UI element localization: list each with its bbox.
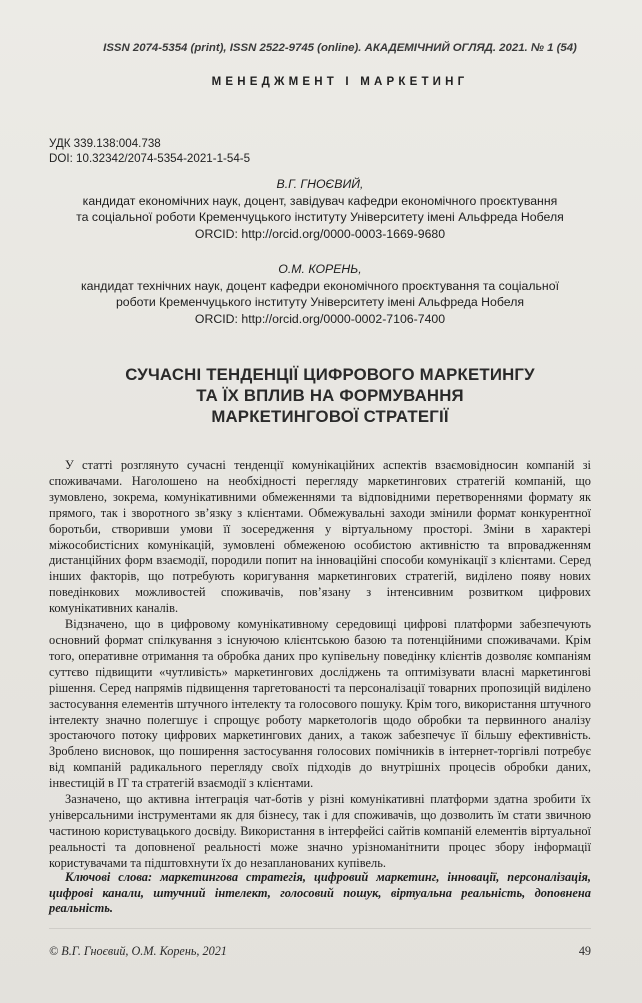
author-affiliation-line: кандидат технічних наук, доцент кафедри економічного проєктування та соціальної xyxy=(81,278,559,293)
section-title: МЕНЕДЖМЕНТ І МАРКЕТИНГ xyxy=(211,76,469,88)
author-name: О.М. КОРЕНЬ, xyxy=(278,262,362,276)
abstract-paragraph: У статті розглянуто сучасні тенденції комунікаційних аспектів взаємовідносин компаній зі споживачами. Наголошено на необхідності перегляду маркетингових стратегій компаній, що зумовлено, зокрема, комунікативними обмеженнями та відповідними перетвореннями формату як прямого, так і зворотного зв’язку з клієнтами. Обмежувальні заходи змінили формат конкурентної боротьби, створивши умови її зосередження у віртуальному просторі. Зміни в характері міжособистісних комунікацій, зумовлені обмеженою особистою активністю та впровадженням дистанційних форм взаємодії, породили попит на інноваційні способи комунікації з клієнтами. Серед інших факторів, що потребують коригування маркетингових стратегій, виділено появу нових поведінкових можливостей споживачів, пов’язану з інтенсивним розвитком цифрових комунікативних каналів. xyxy=(49,458,591,616)
keywords: Ключові слова: маркетингова стратегія, цифровий маркетинг, інновації, персоналізація, цифрові канали, штучний інтелект, голосовий пошук, віртуальна реальність, доповнена реальність. xyxy=(49,870,591,916)
article-identifiers xyxy=(49,136,250,166)
article-title-line: МАРКЕТИНГОВОЇ СТРАТЕГІЇ xyxy=(211,407,449,426)
running-head: ISSN 2074-5354 (print), ISSN 2522-9745 (online). АКАДЕМІЧНИЙ ОГЛЯД. 2021. № 1 (54) xyxy=(103,42,577,54)
article-title-line: ТА ЇХ ВПЛИВ НА ФОРМУВАННЯ xyxy=(196,386,464,405)
author-affiliation-line: кандидат економічних наук, доцент, завідувач кафедри економічного проєктування xyxy=(82,193,558,208)
abstract xyxy=(49,458,591,872)
author-name: В.Г. ГНОЄВИЙ, xyxy=(276,177,364,191)
article-title xyxy=(40,364,620,427)
author-orcid: ORCID: http://orcid.org/0000-0002-7106-7400 xyxy=(194,311,446,326)
author-affiliation-line: та соціальної роботи Кременчуцького інституту Університету імені Альфреда Нобеля xyxy=(76,210,564,224)
footer-divider xyxy=(49,928,591,929)
abstract-paragraph: Зазначено, що активна інтеграція чат-ботів у різні комунікативні платформи здатна зробити їх універсальними інструментами як для бізнесу, так і для споживачів, що дозволить їм стати звичною частиною користувацького досвіду. Використання в інтерфейсі сайтів компаній елементів віртуальної реальності та доповненої реальності може значно урізноманітнити процес збору інформації користувачами та підштовхнути їх до незапланованих купівель. xyxy=(49,792,591,870)
doi-code: DOI: 10.32342/2074-5354-2021-1-54-5 xyxy=(49,152,251,165)
author-block xyxy=(20,176,620,242)
author-block xyxy=(20,261,620,327)
page-number: 49 xyxy=(578,944,591,958)
author-affiliation-line: роботи Кременчуцького інституту Університету імені Альфреда Нобеля xyxy=(115,295,525,309)
abstract-paragraph: Відзначено, що в цифровому комунікативному середовищі цифрові платформи забезпечують основний формат спілкування з існуючою клієнтською базою та потенційними споживачами. Крім того, оперативне отримання та обробка даних про купівельну поведінку клієнтів дозволяє компаніям суттєво підвищити «чутливість» маркетингових досліджень та оптимізувати власні маркетингові рішення. Серед напрямів підвищення таргетованості та персоналізації товарних пропозицій виділено застосування елементів штучного інтелекту та голосового пошуку. Крім того, використання штучного інтелекту значно полегшує і спрощує роботу маркетологів щодо обробки та первинного аналізу зростаючого потоку цифрових маркетингових даних, а також забезпечує її більшу ефективність. Зроблено висновок, що поширення застосування голосових помічників в інтернет-торгівлі потребує від компаній радикального перегляду своїх підходів до внутрішніх процесів обробки даних, інвестицій в ІТ та стратегій взаємодії з клієнтами. xyxy=(49,617,591,791)
copyright-notice: © В.Г. Гноєвий, О.М. Корень, 2021 xyxy=(49,944,227,958)
udc-code: УДК 339.138:004.738 xyxy=(49,137,161,150)
article-title-line: СУЧАСНІ ТЕНДЕНЦІЇ ЦИФРОВОГО МАРКЕТИНГУ xyxy=(125,365,535,384)
author-orcid: ORCID: http://orcid.org/0000-0003-1669-9680 xyxy=(194,226,446,241)
